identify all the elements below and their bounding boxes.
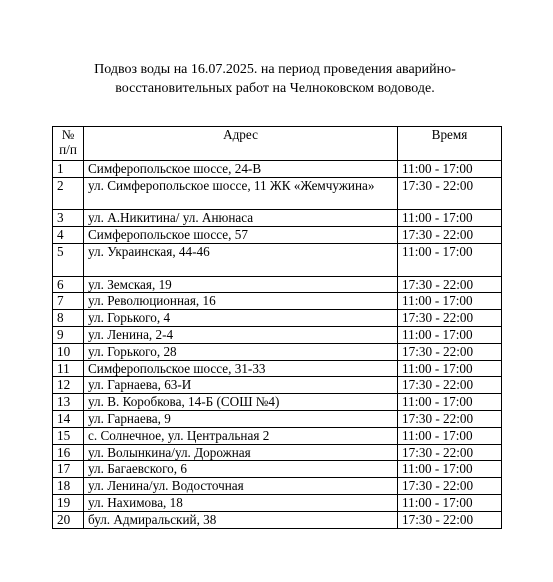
row-time: 17:30 - 22:00 [398, 444, 502, 461]
table-row [53, 276, 502, 293]
row-number: 12 [53, 377, 84, 394]
table-row [53, 444, 502, 461]
table-row [53, 326, 502, 343]
row-number: 15 [53, 427, 84, 444]
table-header-row [53, 127, 502, 161]
row-number: 7 [53, 293, 84, 310]
row-address: ул. Багаевского, 6 [84, 461, 398, 478]
row-number: 14 [53, 410, 84, 427]
row-time: 17:30 - 22:00 [398, 410, 502, 427]
title-line-2: восстановительных работ на Челноковском водоводе. [115, 81, 435, 96]
row-number: 16 [53, 444, 84, 461]
row-address: ул. Революционная, 16 [84, 293, 398, 310]
table-row [53, 293, 502, 310]
table-body [53, 161, 502, 529]
table-row [53, 494, 502, 511]
row-number: 1 [53, 161, 84, 178]
row-address: ул. Горького, 28 [84, 343, 398, 360]
row-time: 11:00 - 17:00 [398, 210, 502, 227]
row-address: ул. В. Коробкова, 14-Б (СОШ №4) [84, 394, 398, 411]
table-row [53, 360, 502, 377]
row-time: 17:30 - 22:00 [398, 177, 502, 210]
table-row [53, 427, 502, 444]
row-address: ул. Ленина/ул. Водосточная [84, 478, 398, 495]
document-title [60, 60, 490, 98]
row-time: 11:00 - 17:00 [398, 394, 502, 411]
table-row [53, 210, 502, 227]
table-row [53, 410, 502, 427]
row-number: 3 [53, 210, 84, 227]
row-number: 5 [53, 243, 84, 276]
row-time: 17:30 - 22:00 [398, 310, 502, 327]
header-number: № п/п [53, 127, 84, 161]
row-number: 18 [53, 478, 84, 495]
header-address: Адрес [84, 127, 398, 161]
header-time: Время [398, 127, 502, 161]
row-address: Симферопольское шоссе, 24-В [84, 161, 398, 178]
row-number: 13 [53, 394, 84, 411]
row-time: 11:00 - 17:00 [398, 494, 502, 511]
title-line-1: Подвоз воды на 16.07.2025. на период проведения аварийно- [94, 62, 456, 77]
row-time: 11:00 - 17:00 [398, 461, 502, 478]
row-address: ул. Симферопольское шоссе, 11 ЖК «Жемчужина» [84, 177, 398, 210]
row-time: 17:30 - 22:00 [398, 227, 502, 244]
row-number: 17 [53, 461, 84, 478]
table-row [53, 478, 502, 495]
row-address: ул. Горького, 4 [84, 310, 398, 327]
row-time: 11:00 - 17:00 [398, 293, 502, 310]
row-time: 17:30 - 22:00 [398, 343, 502, 360]
row-address: ул. А.Никитина/ ул. Анюнаса [84, 210, 398, 227]
row-address: ул. Ленина, 2-4 [84, 326, 398, 343]
row-time: 17:30 - 22:00 [398, 511, 502, 528]
table-row [53, 377, 502, 394]
row-address: ул. Гарнаева, 9 [84, 410, 398, 427]
table-row [53, 511, 502, 528]
row-address: Симферопольское шоссе, 57 [84, 227, 398, 244]
row-time: 11:00 - 17:00 [398, 243, 502, 276]
row-number: 2 [53, 177, 84, 210]
row-address: с. Солнечное, ул. Центральная 2 [84, 427, 398, 444]
water-delivery-table [52, 126, 502, 529]
row-time: 11:00 - 17:00 [398, 161, 502, 178]
table-row [53, 461, 502, 478]
table-row [53, 243, 502, 276]
row-number: 4 [53, 227, 84, 244]
row-address: ул. Земская, 19 [84, 276, 398, 293]
table-row [53, 177, 502, 210]
row-address: ул. Нахимова, 18 [84, 494, 398, 511]
row-number: 8 [53, 310, 84, 327]
row-address: Симферопольское шоссе, 31-33 [84, 360, 398, 377]
row-time: 11:00 - 17:00 [398, 360, 502, 377]
row-address: бул. Адмиральский, 38 [84, 511, 398, 528]
row-number: 9 [53, 326, 84, 343]
row-number: 10 [53, 343, 84, 360]
table-row [53, 343, 502, 360]
row-number: 11 [53, 360, 84, 377]
row-time: 11:00 - 17:00 [398, 326, 502, 343]
table-row [53, 161, 502, 178]
row-time: 17:30 - 22:00 [398, 478, 502, 495]
table-row [53, 227, 502, 244]
table-row [53, 310, 502, 327]
row-address: ул. Украинская, 44-46 [84, 243, 398, 276]
row-time: 11:00 - 17:00 [398, 427, 502, 444]
row-number: 19 [53, 494, 84, 511]
row-time: 17:30 - 22:00 [398, 377, 502, 394]
row-time: 17:30 - 22:00 [398, 276, 502, 293]
row-number: 6 [53, 276, 84, 293]
row-address: ул. Гарнаева, 63-И [84, 377, 398, 394]
table-row [53, 394, 502, 411]
row-number: 20 [53, 511, 84, 528]
row-address: ул. Волынкина/ул. Дорожная [84, 444, 398, 461]
